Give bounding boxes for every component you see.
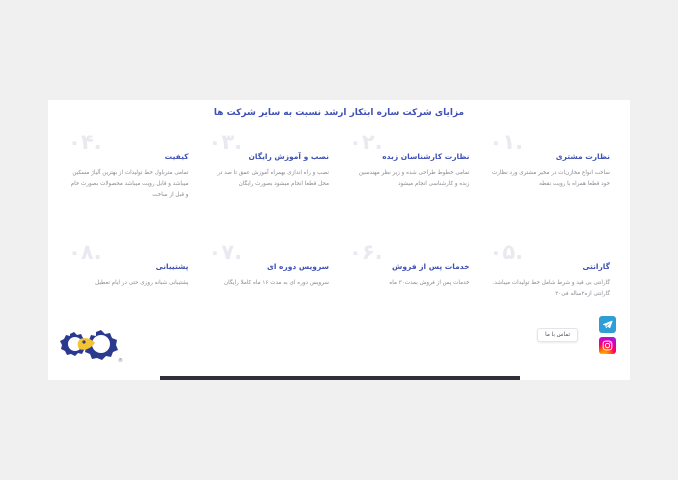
footer-bar-right-gap — [520, 376, 630, 380]
card-number: ۰۵. — [489, 240, 524, 264]
card-body: نصب و راه اندازی بهمراه آموزش عمق تا صد در محل قطعا انجام میشود بصورت رایگان — [217, 170, 329, 187]
card-body: تمامی خطوط طراحی شده و زیر نظر مهندسین زبده و کارشناسی انجام میشود — [358, 170, 470, 187]
card-number: ۰۸. — [68, 240, 102, 264]
advantages-grid — [48, 118, 630, 344]
registered-mark: ® — [118, 358, 123, 364]
card-body: گارانتی بی قید و شرط شامل خط تولیدات میباشد. گارانتی ازه۲ساله فی۲۰ — [492, 280, 610, 297]
card-number: ۰۲. — [349, 130, 383, 154]
card-title: نصب و آموزش رایگان — [248, 152, 329, 161]
card-title: کیفیت — [164, 152, 189, 161]
advantage-card — [480, 124, 621, 234]
advantage-card — [199, 124, 340, 234]
card-title: پشتیبانی — [155, 262, 189, 271]
page-title: مزایای شرکت ساره ابتکار ارشد نسبت به سایر شرکت ها — [213, 108, 465, 118]
advantage-card — [339, 124, 480, 234]
card-title: نظارت مشتری — [555, 152, 610, 161]
card-body: سرویس دوره ای به مدت ۱۶ ماه کاملا رایگان — [224, 280, 329, 286]
instagram-icon[interactable] — [599, 337, 616, 354]
telegram-icon[interactable] — [599, 316, 616, 333]
card-body: خدمات پس از فروش بمدت۳۰ ماه — [389, 280, 470, 286]
card-title: نظارت کارشناسان زبده — [382, 152, 470, 161]
footer-bar-left-gap — [48, 376, 160, 380]
card-number: ۰۱. — [489, 130, 524, 154]
card-body: ساخت انواع مخازن‌ات در مخیر مشتری ورد نظارت خود قطعا همراه با رویت نقطه — [491, 170, 610, 187]
advantage-card — [339, 234, 480, 344]
card-title: گارانتی — [582, 262, 610, 271]
social-buttons — [599, 316, 616, 354]
footer-bar — [48, 376, 630, 380]
card-title: خدمات پس از فروش — [392, 262, 470, 271]
card-number: ۰۴. — [68, 130, 102, 154]
card-number: ۰۶. — [349, 240, 383, 264]
website-content-area — [48, 100, 630, 380]
advantage-card — [58, 124, 199, 234]
card-number: ۰۷. — [208, 240, 243, 264]
card-number: ۰۳. — [208, 130, 243, 154]
advantage-card — [199, 234, 340, 344]
card-body: تمامی مترباول خط تولیدات از بهترین آلیاژ مسکین میباشد و قابل رویت میباشد محصولات بصورت خام و قبل از ساخت — [70, 170, 189, 198]
card-body: پشتیبانی شبانه روزی حتی در ایام تعطیل — [95, 280, 189, 286]
card-title: سرویس دوره ای — [266, 262, 329, 271]
contact-us-chip[interactable]: تماس با ما — [537, 328, 578, 342]
